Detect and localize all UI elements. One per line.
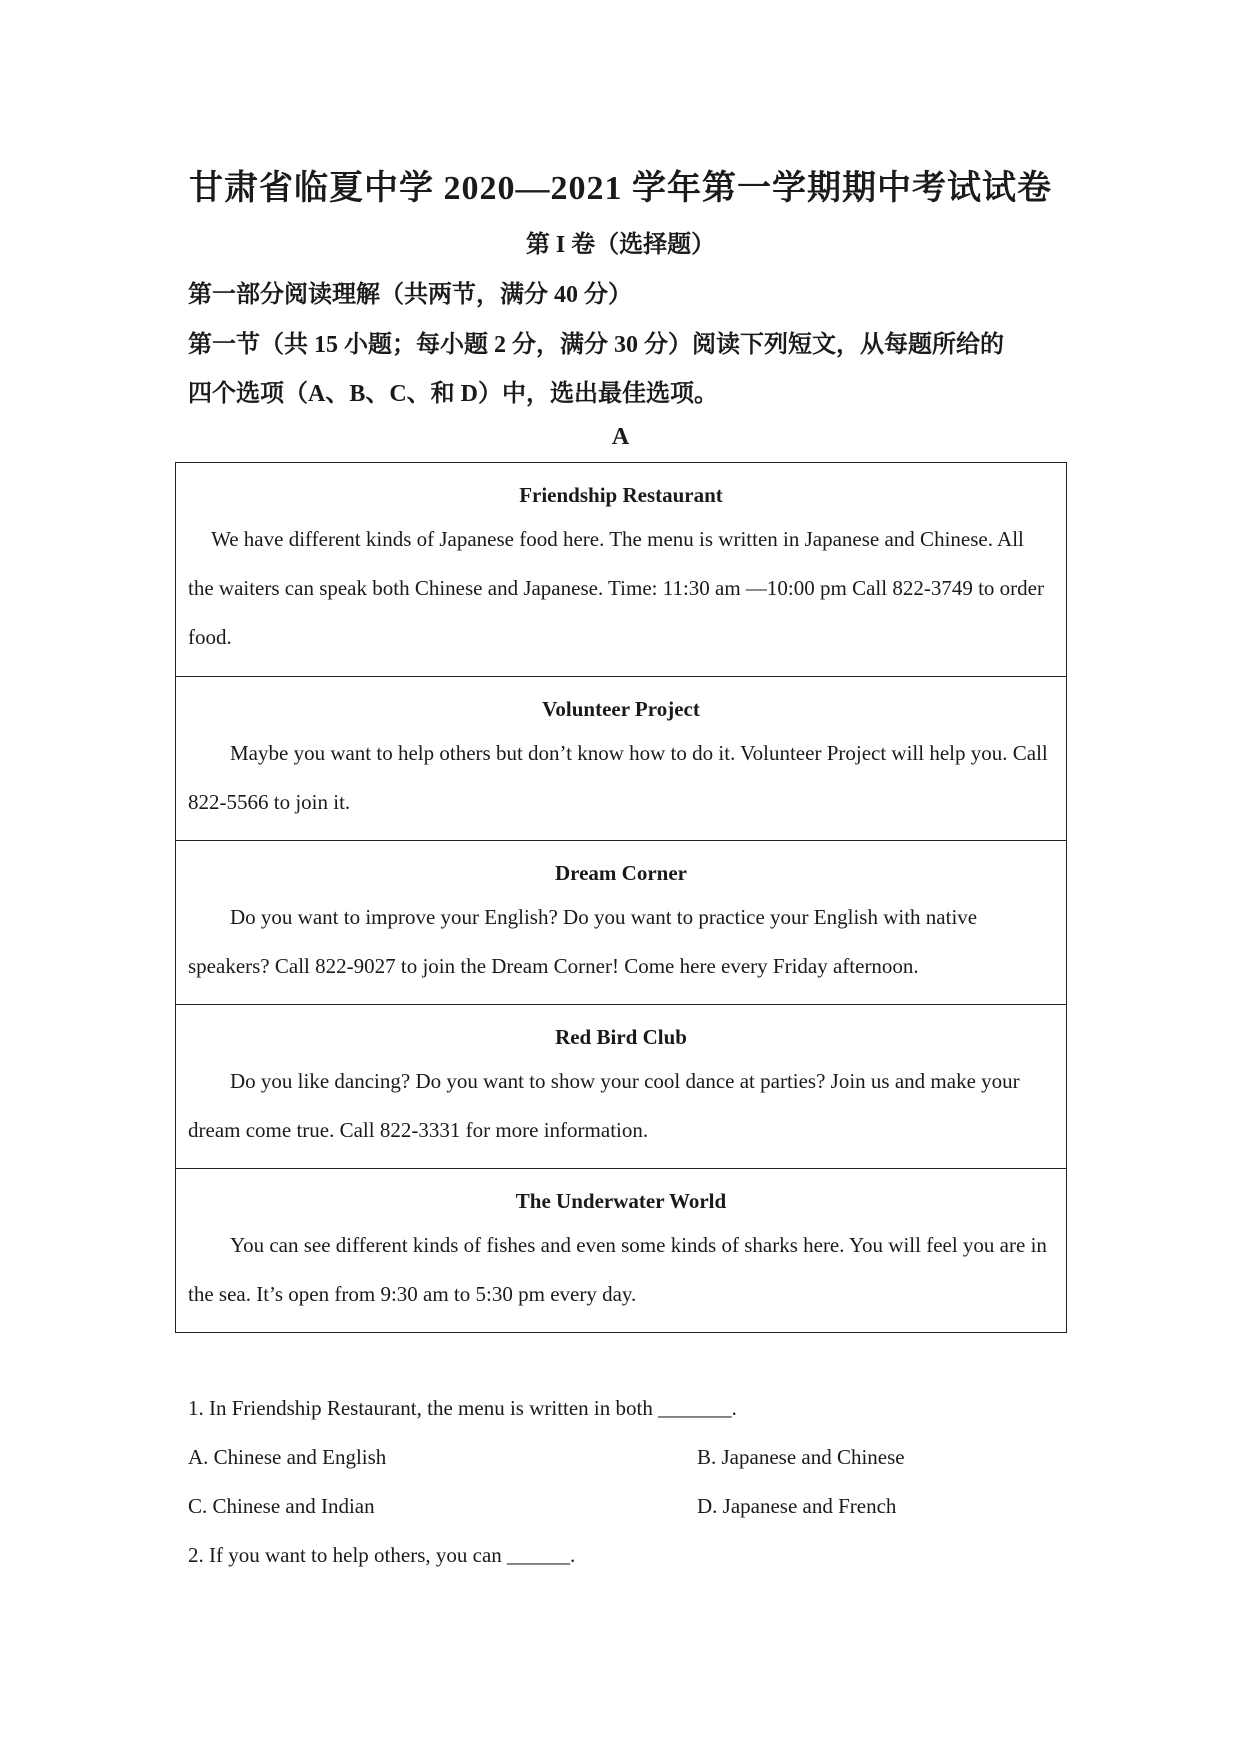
- ad-title: Friendship Restaurant: [519, 483, 723, 507]
- ad-body: Do you like dancing? Do you want to show your cool dance at parties? Join us and make your dream come true. Call 822-3331 for more information.: [188, 1069, 1020, 1142]
- volume-heading: 第 I 卷（选择题）: [525, 232, 716, 258]
- part-heading: 第一部分阅读理解（共两节，满分 40 分）: [188, 282, 632, 308]
- ad-body: Maybe you want to help others but don’t know how to do it. Volunteer Project will help you. Call 822-5566 to join it.: [188, 741, 1048, 814]
- section-instruction-line-2: 四个选项（A、B、C、和 D）中，选出最佳选项。: [188, 381, 719, 407]
- ad-red-bird-club: [176, 1004, 1066, 1168]
- ad-body: You can see different kinds of fishes and even some kinds of sharks here. You will feel you are in the sea. It’s open from 9:30 am to 5:30 pm every day.: [188, 1233, 1047, 1306]
- ad-volunteer-project: [176, 676, 1066, 840]
- question-1-option-d: D. Japanese and French: [697, 1494, 897, 1518]
- ad-title: The Underwater World: [515, 1189, 727, 1213]
- question-2-stem: 2. If you want to help others, you can ______.: [188, 1543, 576, 1567]
- ad-title: Volunteer Project: [542, 697, 700, 721]
- passage-letter: A: [611, 424, 630, 450]
- question-1-stem: 1. In Friendship Restaurant, the menu is written in both _______.: [188, 1396, 737, 1420]
- section-instruction-line-1: 第一节（共 15 小题；每小题 2 分，满分 30 分）阅读下列短文，从每题所给的: [188, 332, 1004, 358]
- question-1-option-a: A. Chinese and English: [188, 1445, 387, 1469]
- question-1-option-c: C. Chinese and Indian: [188, 1494, 375, 1518]
- ad-dream-corner: [176, 840, 1066, 1004]
- exam-title: 甘肃省临夏中学 2020—2021 学年第一学期期中考试试卷: [189, 170, 1052, 207]
- ad-body: Do you want to improve your English? Do you want to practice your English with native speakers? Call 822-9027 to join the Dream Corner! Come here every Friday afternoon.: [188, 905, 978, 978]
- ad-title: Red Bird Club: [555, 1025, 687, 1049]
- ad-title: Dream Corner: [555, 861, 687, 885]
- ad-body: We have different kinds of Japanese food here. The menu is written in Japanese and Chinese. All the waiters can speak both Chinese and Japanese. Time: 11:30 am —10:00 pm Call 822-3749 to order food.: [188, 527, 1044, 649]
- ad-friendship-restaurant: [176, 463, 1066, 676]
- ad-underwater-world: [176, 1168, 1066, 1332]
- ads-table: [175, 462, 1067, 1333]
- question-1-option-b: B. Japanese and Chinese: [697, 1445, 905, 1469]
